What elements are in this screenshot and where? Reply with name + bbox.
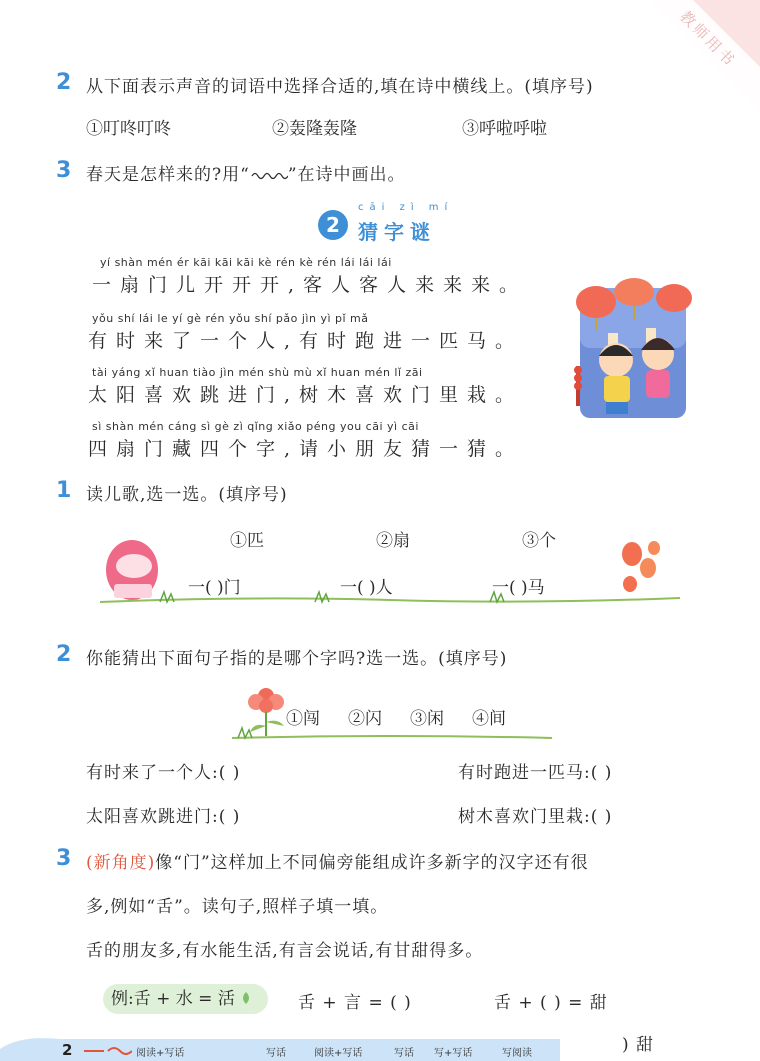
- blank-fill: 一( )门: [188, 578, 241, 598]
- option: ③呼啦呼啦: [462, 119, 547, 139]
- poem-pinyin: tài yáng xǐ huan tiào jìn mén shù mù xǐ huan mén lǐ zāi: [92, 366, 423, 379]
- leaf-icon: [240, 991, 252, 1005]
- poem-pinyin: sì shàn mén cáng sì gè zì qǐng xiǎo péng you cāi yì cāi: [92, 420, 419, 433]
- footer-label: 写+写话: [434, 1048, 473, 1059]
- blank-fill: 一( )马: [492, 578, 545, 598]
- question-number: 3: [56, 846, 72, 871]
- wavy-underline-icon: [250, 168, 288, 182]
- blank-fill: 一( )人: [340, 578, 393, 598]
- fill-formula: 舌 + 言 = ( ): [298, 993, 412, 1013]
- question-text-after: ”在诗中画出。: [287, 165, 406, 185]
- question-text-before: 春天是怎样来的?用“: [86, 165, 250, 185]
- poem-pinyin: yí shàn mén ér kāi kāi kāi kè rén kè rén lái lái lái: [100, 256, 392, 269]
- question-number: 3: [56, 158, 72, 183]
- guess-item: 有时来了一个人:( ): [86, 763, 241, 783]
- footer-ornament-icon: [82, 1046, 132, 1056]
- question-text: [86, 160, 406, 185]
- footer-label: 写话: [394, 1048, 414, 1059]
- question-text-line1: 像“门”这样加上不同偏旁能组成许多新字的汉字还有很: [155, 853, 589, 873]
- option: ①闯: [286, 709, 320, 729]
- footer-label: 写阅读: [502, 1048, 532, 1059]
- question-text: 从下面表示声音的词语中选择合适的,填在诗中横线上。(填序号): [86, 77, 594, 97]
- question-text-line3: 舌的朋友多,有水能生活,有言会说话,有甘甜得多。: [86, 941, 484, 961]
- poem-line: 一扇门儿开开开,客人客人来来来。: [92, 274, 528, 296]
- option: ②闪: [348, 709, 382, 729]
- lesson-pinyin: cāi zì mí: [358, 202, 454, 213]
- poem-pinyin: yǒu shí lái le yí gè rén yǒu shí pǎo jìn yì pǐ mǎ: [92, 312, 369, 325]
- option: ①叮咚叮咚: [86, 119, 171, 139]
- fill-overflow: ) 甜: [622, 1035, 655, 1055]
- option: ③个: [522, 531, 556, 551]
- poem-line: 四扇门藏四个字,请小朋友猜一猜。: [88, 438, 524, 460]
- lesson-title-text: 猜字谜: [358, 220, 436, 244]
- question-text-line2: 多,例如“舌”。读句子,照样子填一填。: [86, 897, 389, 917]
- page-number: 2: [62, 1041, 73, 1059]
- footer-label: 写话: [266, 1048, 286, 1059]
- question-number: 2: [56, 70, 72, 95]
- option: ②扇: [376, 531, 410, 551]
- example-pill: [103, 984, 268, 1014]
- guess-item: 树木喜欢门里栽:( ): [458, 807, 613, 827]
- poem-line: 有时来了一个人,有时跑进一匹马。: [88, 330, 524, 352]
- footer-label: 阅读+写话: [136, 1048, 185, 1059]
- question-text: 你能猜出下面句子指的是哪个字吗?选一选。(填序号): [86, 649, 508, 669]
- option: ①匹: [230, 531, 264, 551]
- footer-label: 阅读+写话: [314, 1048, 363, 1059]
- option: ③闲: [410, 709, 444, 729]
- question-text: 读儿歌,选一选。(填序号): [86, 485, 288, 505]
- question-number: 2: [56, 642, 72, 667]
- poem-line: 太阳喜欢跳进门,树木喜欢门里栽。: [88, 384, 524, 406]
- option: ④间: [472, 709, 506, 729]
- corner-stamp: 教师用书: [625, 0, 760, 122]
- option: ②轰隆轰隆: [272, 119, 357, 139]
- question-text: [86, 848, 589, 873]
- fill-formula: 舌 + ( ) = 甜: [494, 993, 608, 1013]
- guess-item: 太阳喜欢跳进门:( ): [86, 807, 241, 827]
- lantern-kids-illustration: [568, 278, 698, 423]
- lesson-number-badge: 2: [318, 210, 348, 240]
- question-number: 1: [56, 478, 72, 503]
- guess-item: 有时跑进一匹马:( ): [458, 763, 613, 783]
- example-text: 例:舌 + 水 = 活: [111, 989, 235, 1009]
- new-angle-tag: (新角度): [86, 853, 156, 873]
